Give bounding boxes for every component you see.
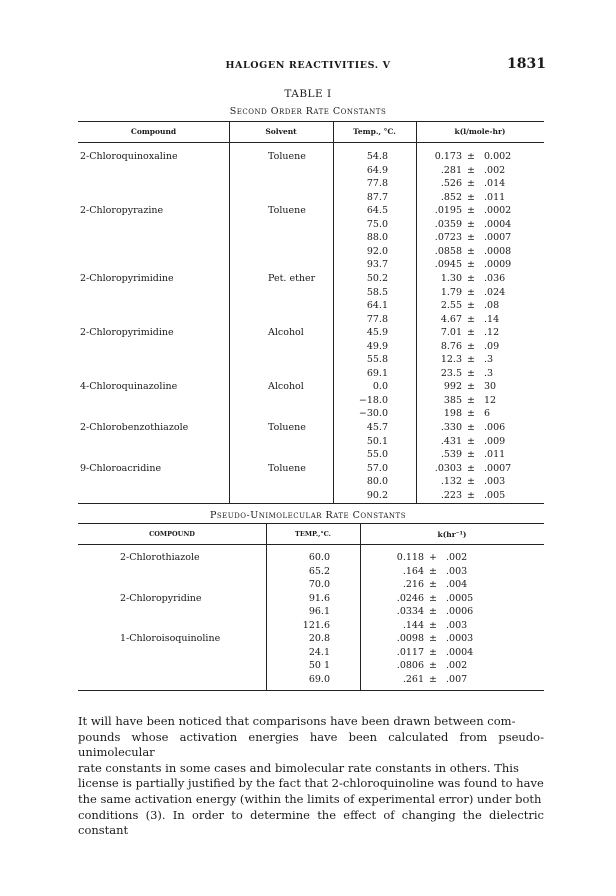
k-value-cell: .0117: [396, 646, 424, 658]
k-value-cell: 0.118: [396, 552, 424, 563]
k-error-cell: .0004: [446, 646, 474, 658]
k-error-cell: .005: [484, 489, 506, 501]
temp-cell: 88.0: [366, 232, 388, 244]
table-column-rule: [229, 121, 230, 503]
plus-minus-sign: ±: [429, 565, 437, 577]
temp-cell: 60.0: [308, 552, 330, 563]
temp-cell: 96.1: [308, 606, 330, 618]
k-error-cell: .003: [446, 565, 468, 577]
plus-minus-sign: ±: [467, 245, 475, 257]
plus-minus-sign: ±: [467, 300, 475, 312]
k-value-cell: .431: [440, 435, 462, 447]
k-error-cell: .3: [484, 367, 494, 379]
paragraph-line: rate constants in some cases and bimolecular rate constants in others. This: [78, 760, 519, 775]
temp-cell: 90.2: [366, 489, 388, 501]
table-column-rule: [360, 523, 361, 690]
temp-cell: 77.8: [366, 313, 388, 325]
k-value-cell: 23.5: [440, 367, 462, 379]
plus-minus-sign: ±: [467, 422, 475, 433]
k-value-cell: .526: [440, 178, 462, 190]
compound-cell: 4-Chloroquinazoline: [80, 381, 178, 393]
k-value-cell: 992: [443, 381, 462, 393]
plus-minus-sign: ±: [467, 367, 475, 379]
k-error-cell: .12: [484, 327, 500, 339]
temp-cell: 69.0: [308, 673, 330, 685]
plus-minus-sign: ±: [467, 394, 475, 406]
table-label: TABLE I: [284, 88, 332, 100]
compound-cell: 2-Chloropyrimidine: [80, 327, 174, 339]
plus-minus-sign: ±: [467, 408, 475, 420]
paragraph-line: pounds whose activation energies have been calculated from pseudo-unimolecular: [78, 729, 544, 760]
table-column-rule: [416, 121, 417, 503]
k-error-cell: .003: [446, 619, 468, 631]
k-error-cell: .0005: [446, 592, 474, 604]
plus-minus-sign: ±: [467, 449, 475, 461]
k-value-cell: 1.30: [440, 272, 462, 284]
column-header-temp: Temp., °C.: [353, 127, 396, 136]
k-error-cell: .002: [446, 552, 468, 563]
k-value-cell: .0334: [396, 606, 424, 618]
plus-minus-sign: ±: [467, 191, 475, 203]
column-header-k: k(hr⁻¹): [437, 530, 467, 539]
column-header-k: k(l/mole-hr): [454, 127, 506, 136]
temp-cell: 121.6: [302, 619, 330, 631]
k-value-cell: .281: [440, 164, 462, 176]
temp-cell: 50.1: [366, 435, 388, 447]
plus-minus-sign: ±: [467, 218, 475, 230]
plus-minus-sign: ±: [429, 673, 437, 685]
temp-cell: 0.0: [372, 381, 388, 393]
table-rule: [78, 503, 544, 504]
table-rule: [78, 142, 544, 143]
k-value-cell: .0098: [396, 633, 424, 645]
compound-cell: 2-Chlorobenzothiazole: [80, 422, 189, 433]
k-value-cell: .0945: [434, 259, 462, 271]
body-paragraph: [78, 714, 544, 839]
compound-cell: 2-Chloropyridine: [120, 592, 202, 604]
temp-cell: 50.2: [366, 272, 388, 284]
k-value-cell: .0858: [434, 245, 462, 257]
k-value-cell: .216: [402, 579, 424, 591]
paragraph-line: the same activation energy (within the limits of experimental error) under both: [78, 791, 542, 806]
k-error-cell: .007: [446, 673, 468, 685]
paragraph-line: conditions (3). In order to determine the effect of changing the dielectric constant: [78, 807, 544, 838]
temp-cell: 45.9: [366, 327, 388, 339]
temp-cell: 49.9: [366, 340, 388, 352]
column-header-compound: Compound: [130, 127, 177, 136]
paragraph-line: license is partially justified by the fact that 2-chloroquinoline was found to have: [78, 776, 544, 791]
table-column-rule: [266, 523, 267, 690]
temp-cell: 24.1: [308, 646, 330, 658]
plus-minus-sign: ±: [467, 327, 475, 339]
plus-minus-sign: ±: [467, 340, 475, 352]
k-error-cell: .14: [484, 313, 500, 325]
k-error-cell: 30: [484, 381, 497, 393]
plus-minus-sign: ±: [429, 579, 437, 591]
table-column-rule: [333, 121, 334, 503]
temp-cell: 69.1: [366, 367, 388, 379]
temp-cell: 70.0: [308, 579, 330, 591]
temp-cell: 64.9: [366, 164, 388, 176]
k-value-cell: 7.01: [440, 327, 462, 339]
k-error-cell: .006: [484, 422, 506, 433]
k-value-cell: .132: [440, 476, 462, 488]
k-value-cell: .0806: [396, 660, 424, 672]
table-rule: [78, 544, 544, 545]
temp-cell: 93.7: [366, 259, 388, 271]
k-value-cell: 1.79: [440, 286, 462, 298]
plus-minus-sign: ±: [429, 633, 437, 645]
plus-minus-sign: ±: [467, 476, 475, 488]
k-value-cell: .144: [402, 619, 424, 631]
table-caption: Second Order Rate Constants: [229, 106, 387, 117]
plus-minus-sign: ±: [467, 354, 475, 366]
k-value-cell: .539: [440, 449, 462, 461]
temp-cell: 77.8: [366, 178, 388, 190]
k-error-cell: 12: [484, 394, 497, 406]
k-value-cell: .0246: [396, 592, 424, 604]
k-error-cell: .0007: [484, 462, 512, 474]
k-error-cell: .011: [484, 191, 506, 203]
plus-minus-sign: ±: [467, 178, 475, 190]
plus-minus-sign: ±: [429, 592, 437, 604]
k-error-cell: .09: [484, 340, 500, 352]
k-error-cell: .0009: [484, 259, 512, 271]
k-error-cell: .011: [484, 449, 506, 461]
plus-minus-sign: ±: [429, 606, 437, 618]
k-value-cell: 2.55: [440, 300, 462, 312]
k-value-cell: .0723: [434, 232, 462, 244]
k-error-cell: .08: [484, 300, 500, 312]
temp-cell: 64.5: [366, 205, 388, 217]
k-error-cell: .002: [484, 164, 506, 176]
plus-minus-sign: ±: [467, 489, 475, 501]
column-header-temp: TEMP.,°C.: [295, 530, 331, 538]
k-value-cell: 385: [443, 394, 462, 406]
page-number: 1831: [507, 56, 546, 72]
k-value-cell: .0195: [434, 205, 462, 217]
compound-cell: 9-Chloroacridine: [80, 462, 162, 474]
temp-cell: −30.0: [358, 408, 388, 420]
k-error-cell: .0004: [484, 218, 512, 230]
k-error-cell: .024: [484, 286, 506, 298]
k-error-cell: .0002: [484, 205, 512, 217]
column-header-compound: COMPOUND: [149, 530, 195, 538]
k-value-cell: .261: [402, 673, 424, 685]
k-value-cell: .164: [402, 565, 424, 577]
temp-cell: 20.8: [308, 633, 330, 645]
k-error-cell: .0007: [484, 232, 512, 244]
table-rule: [78, 690, 544, 691]
k-value-cell: .0303: [434, 462, 462, 474]
k-error-cell: .036: [484, 272, 506, 284]
k-error-cell: .003: [484, 476, 506, 488]
pseudo-table-caption: Pseudo-Unimolecular Rate Constants: [209, 510, 407, 521]
plus-minus-sign: ±: [467, 435, 475, 447]
solvent-cell: Toluene: [268, 151, 306, 162]
plus-minus-sign: ±: [429, 619, 437, 631]
solvent-cell: Toluene: [268, 462, 306, 474]
temp-cell: 54.8: [366, 151, 388, 162]
temp-cell: 57.0: [366, 462, 388, 474]
running-title: HALOGEN REACTIVITIES. V: [225, 60, 391, 71]
plus-minus-sign: ±: [467, 313, 475, 325]
plus-minus-sign: ±: [467, 272, 475, 284]
k-value-cell: 4.67: [440, 313, 462, 325]
solvent-cell: Toluene: [268, 205, 306, 217]
solvent-cell: Alcohol: [268, 327, 304, 339]
k-error-cell: .004: [446, 579, 468, 591]
compound-cell: 2-Chloropyrimidine: [80, 272, 174, 284]
solvent-cell: Pet. ether: [268, 272, 316, 284]
temp-cell: 65.2: [308, 565, 330, 577]
temp-cell: 92.0: [366, 245, 388, 257]
compound-cell: 2-Chloropyrazine: [80, 205, 164, 217]
plus-minus-sign: ±: [429, 660, 437, 672]
temp-cell: 55.0: [366, 449, 388, 461]
temp-cell: 45.7: [366, 422, 388, 433]
k-error-cell: .002: [446, 660, 468, 672]
plus-minus-sign: ±: [467, 164, 475, 176]
k-error-cell: 6: [484, 408, 491, 420]
k-value-cell: 198: [443, 408, 462, 420]
k-value-cell: 12.3: [440, 354, 462, 366]
temp-cell: 91.6: [308, 592, 330, 604]
plus-minus-sign: ±: [467, 232, 475, 244]
k-error-cell: .0008: [484, 245, 512, 257]
temp-cell: 55.8: [366, 354, 388, 366]
plus-minus-sign: ±: [467, 462, 475, 474]
plus-minus-sign: ±: [467, 205, 475, 217]
column-header-solvent: Solvent: [265, 127, 297, 136]
k-error-cell: .014: [484, 178, 506, 190]
temp-cell: 80.0: [366, 476, 388, 488]
paragraph-line: It will have been noticed that comparisons have been drawn between com-: [78, 714, 516, 728]
plus-minus-sign: +: [429, 552, 437, 563]
compound-cell: 2-Chlorothiazole: [120, 552, 200, 563]
plus-minus-sign: ±: [429, 646, 437, 658]
solvent-cell: Toluene: [268, 422, 306, 433]
k-value-cell: .0359: [434, 218, 462, 230]
k-error-cell: .3: [484, 354, 494, 366]
table-rule: [78, 523, 544, 524]
compound-cell: 2-Chloroquinoxaline: [80, 151, 178, 162]
k-value-cell: .330: [440, 422, 462, 433]
temp-cell: 50 1: [308, 660, 330, 672]
temp-cell: −18.0: [358, 394, 388, 406]
temp-cell: 75.0: [366, 218, 388, 230]
compound-cell: 1-Chloroisoquinoline: [120, 633, 221, 645]
plus-minus-sign: ±: [467, 381, 475, 393]
k-error-cell: .0003: [446, 633, 474, 645]
table-rule: [78, 121, 544, 122]
k-value-cell: .223: [440, 489, 462, 501]
k-value-cell: .852: [440, 191, 462, 203]
temp-cell: 87.7: [366, 191, 388, 203]
temp-cell: 64.1: [366, 300, 388, 312]
solvent-cell: Alcohol: [268, 381, 304, 393]
plus-minus-sign: ±: [467, 286, 475, 298]
k-value-cell: 0.173: [434, 151, 462, 162]
k-error-cell: .0006: [446, 606, 474, 618]
k-error-cell: .009: [484, 435, 506, 447]
k-value-cell: 8.76: [440, 340, 462, 352]
plus-minus-sign: ±: [467, 259, 475, 271]
plus-minus-sign: ±: [467, 151, 475, 162]
k-error-cell: 0.002: [484, 151, 512, 162]
temp-cell: 58.5: [366, 286, 388, 298]
